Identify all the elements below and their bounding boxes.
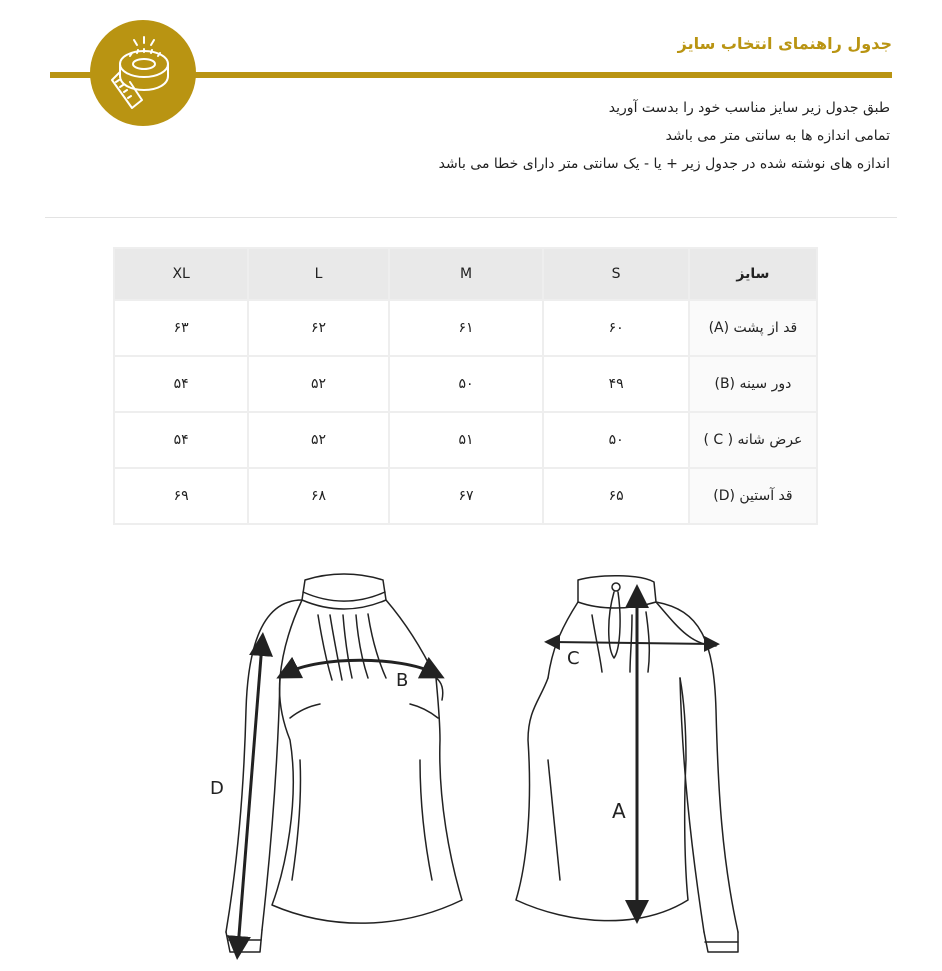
- header-cell-xl: XL: [115, 249, 247, 299]
- table-cell: ۵۴: [115, 357, 247, 411]
- row-label: عرض شانه ( C ): [690, 413, 816, 467]
- row-label: قد از پشت (A): [690, 301, 816, 355]
- table-row: [115, 469, 816, 523]
- row-label: قد آستین (D): [690, 469, 816, 523]
- table-cell: ۶۹: [115, 469, 247, 523]
- intro-list: [439, 94, 890, 178]
- table-cell: ۶۸: [249, 469, 387, 523]
- size-guide-badge: [90, 20, 196, 126]
- table-cell: ۶۲: [249, 301, 387, 355]
- table-cell: ۶۱: [390, 301, 543, 355]
- garment-diagram: [0, 560, 942, 971]
- label-d: D: [210, 778, 224, 799]
- table-row: [115, 357, 816, 411]
- shoulder-measure-arrow: [552, 642, 712, 644]
- table-cell: ۵۲: [249, 413, 387, 467]
- table-cell: ۵۱: [390, 413, 543, 467]
- measuring-tape-icon: [90, 20, 196, 126]
- intro-line: اندازه های نوشته شده در جدول زیر + یا - یک سانتی متر دارای خطا می باشد: [438, 156, 890, 172]
- section-divider: [45, 217, 897, 218]
- table-cell: ۵۰: [544, 413, 687, 467]
- size-table: [113, 247, 818, 525]
- row-label: دور سینه (B): [690, 357, 816, 411]
- intro-line: تمامی اندازه ها به سانتی متر می باشد: [665, 128, 890, 144]
- front-blouse-drawing: [226, 574, 462, 952]
- table-row: [115, 301, 816, 355]
- table-cell: ۶۷: [390, 469, 543, 523]
- table-cell: ۵۰: [390, 357, 543, 411]
- header-cell-l: L: [249, 249, 387, 299]
- label-c: C: [567, 648, 580, 669]
- header-cell-m: M: [390, 249, 543, 299]
- page-title: جدول راهنمای انتخاب سایز: [677, 34, 892, 53]
- table-cell: ۶۰: [544, 301, 687, 355]
- table-row: [115, 413, 816, 467]
- header-cell-size: سایز: [690, 249, 816, 299]
- back-blouse-drawing: [516, 576, 738, 952]
- header-cell-s: S: [544, 249, 687, 299]
- table-cell: ۵۲: [249, 357, 387, 411]
- table-cell: ۴۹: [544, 357, 687, 411]
- chest-measure-arrow: [287, 660, 434, 673]
- intro-line: طبق جدول زیر سایز مناسب خود را بدست آورید: [608, 100, 890, 116]
- table-header-row: [115, 249, 816, 299]
- table-cell: ۶۳: [115, 301, 247, 355]
- table-cell: ۶۵: [544, 469, 687, 523]
- label-b: B: [396, 670, 409, 691]
- label-a: A: [612, 799, 626, 823]
- table-cell: ۵۴: [115, 413, 247, 467]
